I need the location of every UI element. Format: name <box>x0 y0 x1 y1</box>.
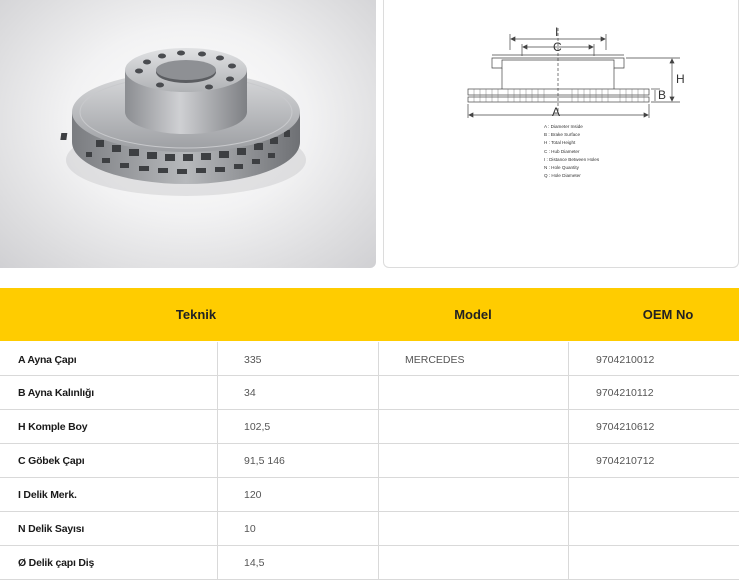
model-value <box>378 512 568 546</box>
spec-value: 14,5 <box>217 546 378 580</box>
label-a: A <box>552 105 561 119</box>
header-oem: OEM No <box>642 307 694 322</box>
legend-item: B : Brake Surface <box>544 132 581 138</box>
spec-value: 335 <box>217 342 378 376</box>
legend-item: A : Diameter Inside <box>544 124 583 129</box>
legend-item: I : Distance Between Holes <box>544 156 600 162</box>
spec-label: Ø Delik çapı Diş <box>18 557 95 569</box>
technical-diagram <box>383 0 739 268</box>
model-value <box>378 478 568 512</box>
oem-number: 9704210012 <box>568 342 739 376</box>
spec-label: I Delik Merk. <box>18 489 77 501</box>
table-row <box>0 410 739 444</box>
model-value <box>378 376 568 410</box>
model-value <box>378 444 568 478</box>
legend-item: H : Total Height <box>544 140 576 146</box>
spec-table-header <box>0 288 739 341</box>
table-row <box>0 376 739 410</box>
label-c: C <box>553 40 562 54</box>
product-image <box>0 0 376 268</box>
dimension-legend <box>544 123 599 180</box>
spec-label: A Ayna Çapı <box>18 354 77 366</box>
spec-value: 120 <box>217 478 378 512</box>
spec-table <box>0 342 739 580</box>
spec-label: H Komple Boy <box>18 421 88 433</box>
oem-number: 9704210712 <box>568 444 739 478</box>
oem-number <box>568 512 739 546</box>
header-model: Model <box>454 307 492 322</box>
label-i: I <box>555 25 559 39</box>
label-h: H <box>676 72 685 86</box>
oem-number: 9704210112 <box>568 376 739 410</box>
oem-number: 9704210612 <box>568 410 739 444</box>
model-value: MERCEDES <box>378 342 568 376</box>
legend-item: C : Hub Diameter <box>544 148 580 154</box>
legend-item: N : Hole Quantity <box>544 165 579 171</box>
brake-disc-illustration <box>0 0 376 268</box>
spec-value: 91,5 146 <box>217 444 378 478</box>
spec-value: 102,5 <box>217 410 378 444</box>
header-teknik: Teknik <box>175 307 217 322</box>
table-row <box>0 478 739 512</box>
table-row <box>0 444 739 478</box>
spec-label: C Göbek Çapı <box>18 455 85 467</box>
legend-item: Q : Hole Diameter <box>544 173 581 179</box>
spec-label: N Delik Sayısı <box>18 523 85 535</box>
spec-label: B Ayna Kalınlığı <box>18 387 94 399</box>
spec-value: 34 <box>217 376 378 410</box>
model-value <box>378 410 568 444</box>
table-row <box>0 512 739 546</box>
spec-value: 10 <box>217 512 378 546</box>
label-b: B <box>658 88 667 102</box>
oem-number <box>568 478 739 512</box>
table-row <box>0 342 739 376</box>
